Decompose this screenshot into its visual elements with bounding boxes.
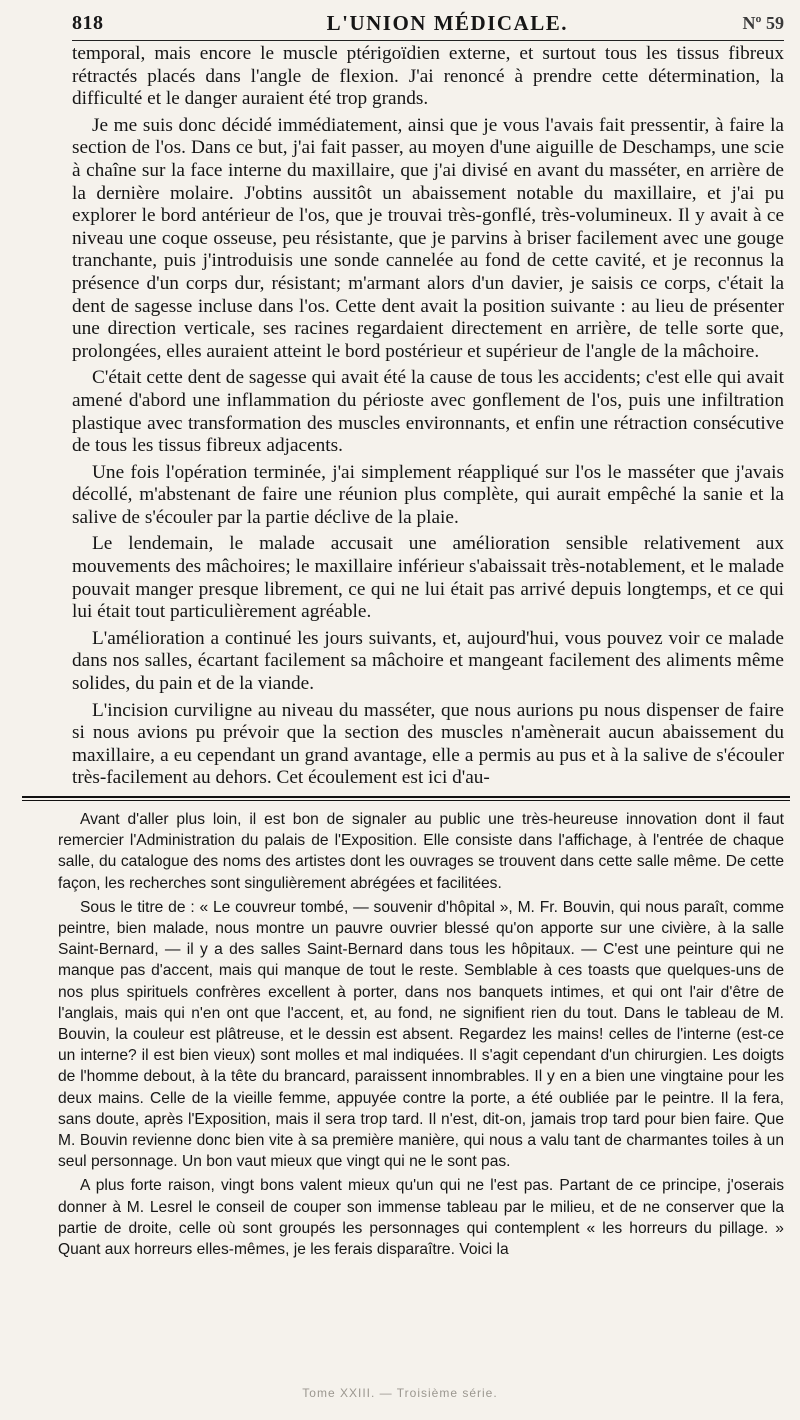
article-paragraph: Une fois l'opération terminée, j'ai simplement réappliqué sur l'os le masséter que j'avais décollé, m'abstenant de faire une réunion plus complète, qui aurait empêché la sanie et la salive de s'écouler par la partie déclive de la plaie. [72,461,784,528]
article-paragraph: temporal, mais encore le muscle ptérigoïdien externe, et surtout tous les tissus fibreux rétractés placés dans l'angle de flexion. J'ai renoncé à prendre cette détermination, la difficulté et le danger auraient été trop grands. [72,43,784,110]
article-paragraph: Le lendemain, le malade accusait une amélioration sensible relativement aux mouvements des mâchoires; le maxillaire inférieur s'abaissait très-notablement, et le malade pouvait manger presque librement, ce qui ne lui était pas arrivé depuis longtemps, et ce qui lui était tout particulièrement agréable. [72,533,784,623]
page-footer: Tome XXIII. — Troisième série. [302,1386,498,1400]
article-paragraph: Je me suis donc décidé immédiatement, ainsi que je vous l'avais fait pressentir, à faire la section de l'os. Dans ce but, j'ai fait passer, au moyen d'une aiguille de Deschamps, une scie à chaîne sur la face interne du maxillaire, que j'ai divisé en avant du masséter, en arrière de la dernière molaire. J'obtins aussitôt un abaissement notable du maxillaire, et j'ai pu explorer le bord antérieur de l'os, que je trouvai très-gonflé, très-volumineux. Il y avait à ce niveau une coque osseuse, peu résistante, que je parvins à briser facilement avec une gouge tranchante, puis j'introduisis une sonde cannelée au fond de cette cavité, et je reconnus la présence d'un corps dur, résistant; m'armant alors d'un davier, je saisis ce corps, c'était la dent de sagesse incluse dans l'os. Cette dent avait la position suivante : au lieu de présenter une direction verticale, ses racines regardaient directement en arrière, de telle sorte que, prolongées, elles auraient atteint le bord postérieur et supérieur de l'angle de la mâchoire. [72,114,784,362]
journal-title: L'UNION MÉDICALE. [326,10,568,35]
page-header [72,6,784,40]
article-paragraph: L'incision curviligne au niveau du masséter, que nous aurions pu nous dispenser de faire si nous avions pu prévoir que la section des muscles n'amènerait aucun abaissement du maxillaire, a eu cependant un grand avantage, elle a permis au pus et à la salive de s'écouler très-facilement au dehors. Cet écoulement est ici d'au- [72,699,784,789]
header-rule [72,40,784,41]
feuilleton-paragraph: Avant d'aller plus loin, il est bon de signaler au public une très-heureuse innovation dont il faut remercier l'Administration du palais de l'Exposition. Elle consiste dans l'affichage, à l'entrée de chaque salle, du catalogue des noms des artistes dont les ouvrages se trouvent dans cette salle même. De cette façon, les recherches sont singulièrement abrégées et facilitées. [58,811,784,892]
issue-number: Nº 59 [742,12,784,33]
separator-rule-thin [22,800,790,801]
article-paragraph: L'amélioration a continué les jours suivants, et, aujourd'hui, vous pouvez voir ce malade dans nos salles, écartant facilement sa mâchoire et mangeant facilement des aliments même solides, du pain et de la viande. [72,627,784,695]
feuilleton-paragraph: Sous le titre de : « Le couvreur tombé, — souvenir d'hôpital », M. Fr. Bouvin, qui nous paraît, comme peintre, bien malade, nous montre un pauvre ouvrier blessé qu'on apporte sur une civière, à la salle Saint-Bernard, — il y a des salles Saint-Bernard dans tous les hôpitaux. — C'est une peinture qui ne manque pas d'accent, mais qui manque de tout le reste. Semblable à ces toasts que quelques-uns de nos plus spirituels confrères excellent à porter, dans nos banquets intimes, et qui ont l'air d'être de l'anglais, mais qui n'en ont que l'accent, et, au fond, ne signifient rien du tout. Dans le tableau de M. Bouvin, la couleur est plâtreuse, et le dessin est absent. Regardez les mains! celles de l'interne (est-ce un interne? il est bien vieux) sont molles et mal indiquées. Il s'agit cependant d'un chirurgien. Les doigts de l'homme debout, à la tête du brancard, paraissent innombrables. Il y en a bien une vingtaine pour les deux mains. Celle de la vieille femme, appuyée contre la porte, a été oubliée par le peintre. Il la fera, sans doute, après l'Exposition, mais il sera trop tard. Il n'est, dit-on, jamais trop tard pour bien faire. Que M. Bouvin revienne donc bien vite à sa première manière, qui nous a valu tant de charmantes toiles à un seul personnage. Un bon vaut mieux que vingt qui ne le sont pas. [58,898,784,1171]
feuilleton-body [58,809,784,1260]
page-number: 818 [72,11,104,34]
feuilleton-paragraph: A plus forte raison, vingt bons valent mieux qu'un qui ne l'est pas. Partant de ce principe, j'oserais donner à M. Lesrel le conseil de couper son immense tableau par le milieu, et de ne conserver que la partie de droite, celle où sont groupés les personnages qui contemplent « les horreurs du pillage. » Quant aux horreurs elles-mêmes, je les ferais disparaître. Voici la [58,1177,784,1259]
feuilleton-separator [22,796,790,801]
article-body [72,43,784,790]
article-paragraph: C'était cette dent de sagesse qui avait été la cause de tous les accidents; c'est elle qui avait amené d'abord une inflammation du périoste avec gonflement de l'os, puis une infiltration plastique avec transformation des muscles environnants, et enfin une rétraction consécutive de tous les tissus fibreux adjacents. [72,367,784,457]
separator-rule-thick [22,796,790,798]
